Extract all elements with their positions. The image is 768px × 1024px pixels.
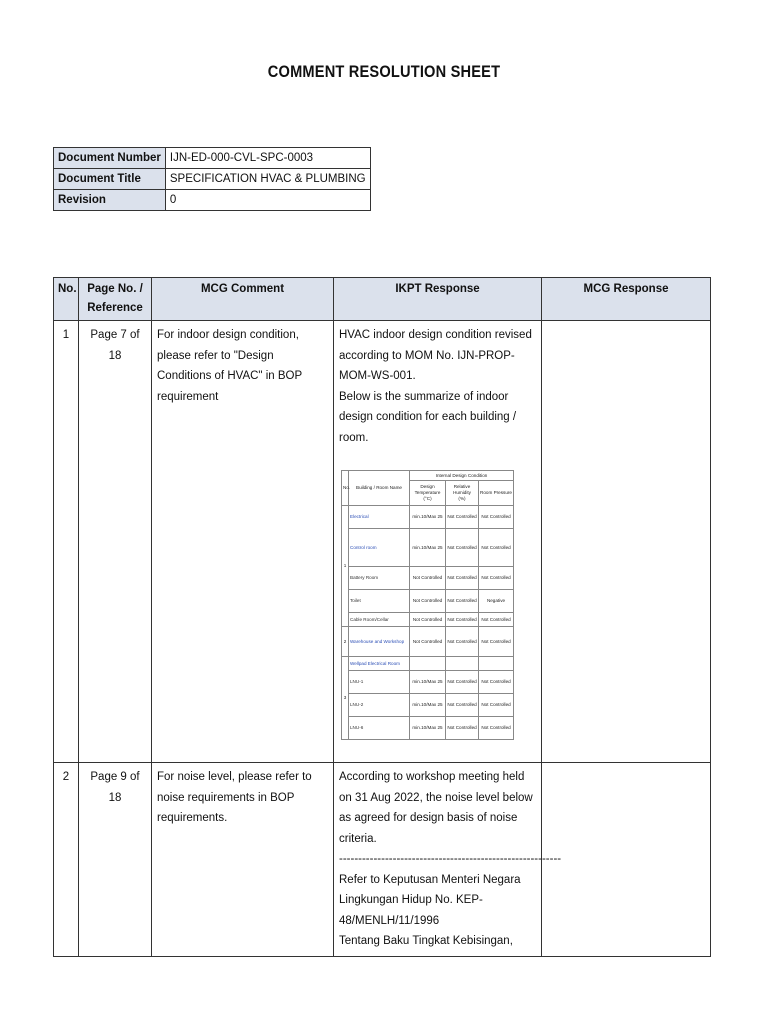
mini-group-no: 2 [342,627,349,657]
mini-group-no: 1 [342,506,349,627]
mini-humidity [446,657,479,671]
mini-temp: Not Controlled [410,613,446,627]
mini-header-humidity-label: Relative Humidity [453,484,471,495]
mini-header-temp-label: Design Temperature [414,484,441,495]
mini-pressure [479,657,514,671]
page-title: COMMENT RESOLUTION SHEET [267,62,501,81]
mini-room-name: LNU-1 [349,671,410,694]
row-page-reference: Page 7 of 18 [79,321,152,763]
mini-room-name: Battery Room [349,567,410,590]
mini-pressure: Not Controlled [479,717,514,740]
mini-temp: min.10/Max 25 [410,717,446,740]
mini-room-name: LNU-6 [349,717,410,740]
response-text: Below is the summarize of indoor design condition for each building / room. [339,390,517,444]
mini-header-no: No. [342,471,349,506]
header-ikpt-response: IKPT Response [334,278,542,321]
header-mcg-comment: MCG Comment [152,278,334,321]
mini-header-humidity-unit: (%) [458,496,466,501]
response-text: HVAC indoor design condition revised according to MOM No. IJN-PROP-MOM-WS-001. [339,329,532,382]
row-mcg-comment: For noise level, please refer to noise requirements in BOP requirements. [152,763,334,957]
revision-value: 0 [165,190,370,211]
separator-line: ---------------------------------------------------------- [339,853,562,865]
mini-humidity: Not Controlled [446,590,479,613]
document-title-label: Document Title [54,169,166,190]
comment-resolution-table [53,277,711,957]
mini-humidity: Not Controlled [446,613,479,627]
mini-humidity: Not Controlled [446,506,479,529]
mini-header-humidity [446,481,479,506]
design-condition-image [341,470,536,740]
mini-room-name: Control room [349,529,410,567]
mini-humidity: Not Controlled [446,671,479,694]
mini-header-room: Building / Room Name [349,471,410,506]
design-condition-table [341,470,514,740]
row-number: 1 [54,321,79,763]
row-ikpt-response [334,763,562,957]
response-text: According to workshop meeting held on 31 Aug 2022, the noise level below as agreed for design basis of noise criteria. [339,771,533,845]
document-title-value: SPECIFICATION HVAC & PLUMBING [165,169,370,190]
mini-header-group: Internal Design Condition [410,471,514,481]
mini-pressure: Not Controlled [479,506,514,529]
row-mcg-response [542,763,711,957]
row-number: 2 [54,763,79,957]
response-text: Refer to Keputusan Menteri Negara Lingkungan Hidup No. KEP-48/MENLH/11/1996 [339,873,521,927]
mini-humidity: Not Controlled [446,627,479,657]
mini-pressure: Not Controlled [479,671,514,694]
mini-room-name: LNU-2 [349,694,410,717]
header-mcg-response: MCG Response [542,278,711,321]
mini-humidity: Not Controlled [446,717,479,740]
mini-temp [410,657,446,671]
mini-room-name: Electrical [349,506,410,529]
mini-temp: Not Controlled [410,627,446,657]
mini-temp: min.10/Max 25 [410,694,446,717]
document-number-value: IJN-ED-000-CVL-SPC-0003 [165,148,370,169]
mini-humidity: Not Controlled [446,529,479,567]
mini-room-name: Wellpad Electrical Room [349,657,410,671]
mini-room-name: Cable Room/Cellar [349,613,410,627]
document-number-label: Document Number [54,148,166,169]
mini-pressure: Not Controlled [479,567,514,590]
mini-pressure: Negative [479,590,514,613]
mini-pressure: Not Controlled [479,529,514,567]
mini-temp: Not Controlled [410,567,446,590]
revision-row [54,190,371,211]
row-mcg-comment: For indoor design condition, please refer to "Design Conditions of HVAC" in BOP requirement [152,321,334,763]
mini-humidity: Not Controlled [446,694,479,717]
mini-group-no: 3 [342,657,349,740]
revision-label: Revision [54,190,166,211]
mini-header-pressure: Room Pressure [479,481,514,506]
mini-temp: Not Controlled [410,590,446,613]
header-row [54,278,711,321]
mini-header-temp-unit: (°C) [423,496,432,501]
mini-room-name: Warehouse and Workshop [349,627,410,657]
row-page-reference: Page 9 of 18 [79,763,152,957]
document-number-row [54,148,371,169]
mini-pressure: Not Controlled [479,694,514,717]
mini-header-temp [410,481,446,506]
document-info-table [53,147,371,211]
row-mcg-response [542,321,711,763]
mini-humidity: Not Controlled [446,567,479,590]
table-row [54,321,711,763]
mini-room-name: Toilet [349,590,410,613]
mini-pressure: Not Controlled [479,613,514,627]
row-ikpt-response [334,321,542,763]
header-page-reference: Page No. / Reference [79,278,152,321]
mini-temp: min.10/Max 25 [410,506,446,529]
mini-temp: min.10/Max 25 [410,671,446,694]
mini-pressure: Not Controlled [479,627,514,657]
document-title-row [54,169,371,190]
table-row [54,763,711,957]
response-text: Tentang Baku Tingkat Kebisingan, [339,935,513,947]
mini-temp: min.10/Max 25 [410,529,446,567]
header-no: No. [54,278,79,321]
